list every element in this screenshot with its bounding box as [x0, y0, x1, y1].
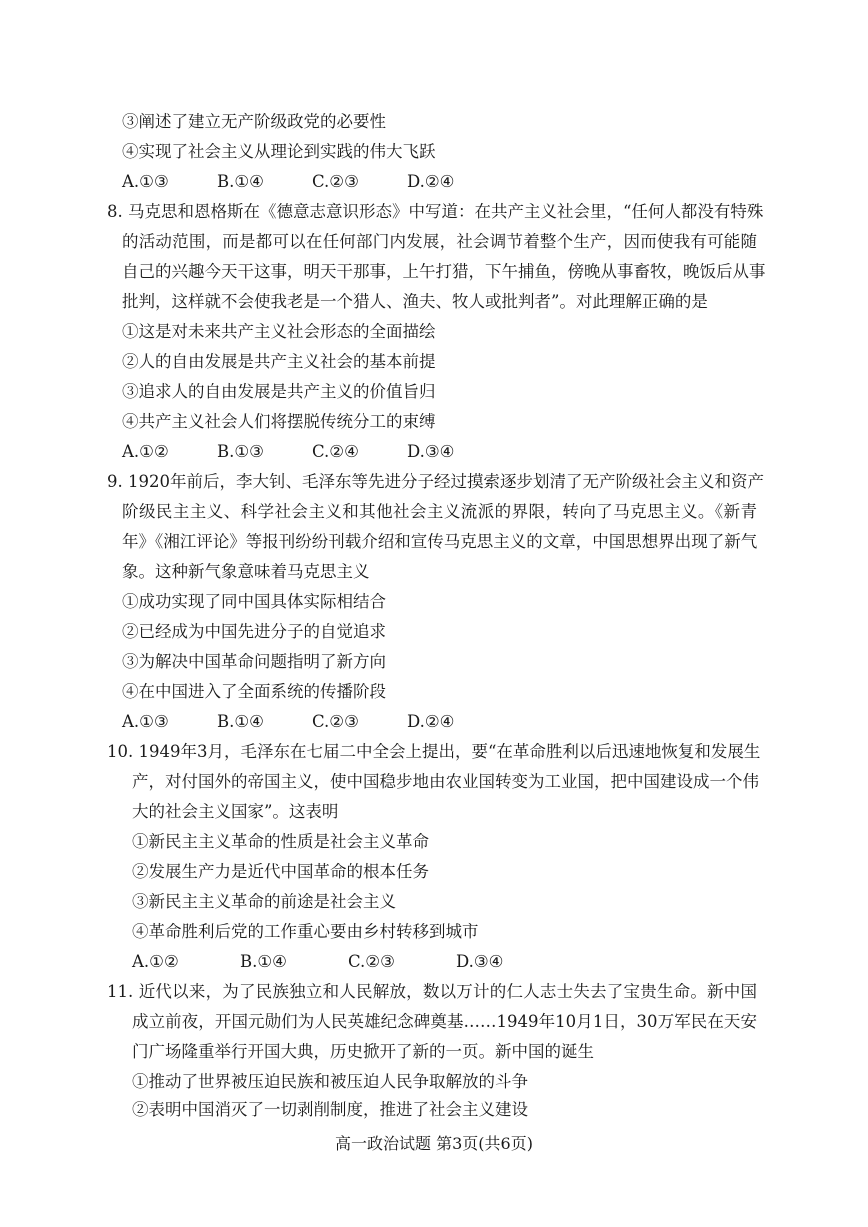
- q9-option-1: ①成功实现了同中国具体实际相结合: [122, 592, 386, 611]
- q7-option-4: ④实现了社会主义从理论到实践的伟大飞跃: [122, 142, 436, 161]
- q10-choice-c: C.②③: [348, 952, 395, 971]
- q8-option-4: ④共产主义社会人们将摆脱传统分工的束缚: [122, 412, 436, 431]
- q9-option-2: ②已经成为中国先进分子的自觉追求: [122, 622, 386, 641]
- q11-option-2: ②表明中国消灭了一切剥削制度，推进了社会主义建设: [132, 1100, 528, 1119]
- q10-option-2: ②发展生产力是近代中国革命的根本任务: [132, 862, 429, 881]
- q8-stem-line-2: 的活动范围，而是都可以在任何部门内发展，社会调节着整个生产，因而使我有可能随: [122, 232, 757, 251]
- q7-choice-b: B.①④: [217, 172, 264, 191]
- q8-stem-line-4: 批判，这样就不会使我老是一个猎人、渔夫、牧人或批判者”。对此理解正确的是: [122, 292, 708, 311]
- q10-choice-d: D.③④: [456, 952, 504, 971]
- q8-option-2: ②人的自由发展是共产主义社会的基本前提: [122, 352, 436, 371]
- q7-choice-c: C.②③: [312, 172, 359, 191]
- q8-option-3: ③追求人的自由发展是共产主义的价值旨归: [122, 382, 436, 401]
- q9-stem-line-3: 年》《湘江评论》等报刊纷纷刊载介绍和宣传马克思主义的文章，中国思想界出现了新气: [122, 532, 758, 551]
- q8-option-1: ①这是对未来共产主义社会形态的全面描绘: [122, 322, 436, 341]
- q10-option-3: ③新民主主义革命的前途是社会主义: [132, 892, 396, 911]
- q8-stem-line-3: 自己的兴趣今天干这事，明天干那事，上午打猎，下午捕鱼，傍晚从事畜牧，晚饭后从事: [122, 262, 766, 281]
- page-footer: 高一政治试题 第3页(共6页): [335, 1134, 533, 1153]
- q11-stem-line-2: 成立前夜，开国元勋们为人民英雄纪念碑奠基……1949年10月1日，30万军民在天安: [132, 1012, 757, 1031]
- q7-choices: [122, 172, 682, 192]
- q8-choice-d: D.③④: [407, 442, 455, 461]
- q8-choices: [122, 442, 682, 462]
- q7-choice-a: A.①③: [122, 172, 169, 191]
- q8-choice-a: A.①②: [122, 442, 169, 461]
- q10-choice-a: A.①②: [132, 952, 179, 971]
- q10-stem-line-2: 产，对付国外的帝国主义，使中国稳步地由农业国转变为工业国，把中国建设成一个伟: [132, 772, 759, 791]
- q11-stem-line-3: 门广场隆重举行开国大典，历史掀开了新的一页。新中国的诞生: [132, 1042, 594, 1061]
- q7-option-3: ③阐述了建立无产阶级政党的必要性: [122, 112, 386, 131]
- q9-stem-line-2: 阶级民主主义、科学社会主义和其他社会主义流派的界限，转向了马克思主义。《新青: [122, 502, 757, 521]
- q8-choice-c: C.②④: [312, 442, 359, 461]
- q9-choices: [122, 712, 682, 732]
- q9-choice-b: B.①④: [217, 712, 264, 731]
- q9-option-3: ③为解决中国革命问题指明了新方向: [122, 652, 386, 671]
- q9-stem-line-4: 象。这种新气象意味着马克思主义: [122, 562, 370, 581]
- q10-option-1: ①新民主主义革命的性质是社会主义革命: [132, 832, 429, 851]
- q9-choice-d: D.②④: [407, 712, 455, 731]
- q10-stem-line-3: 大的社会主义国家”。这表明: [132, 802, 339, 821]
- q9-choice-c: C.②③: [312, 712, 359, 731]
- q10-option-4: ④革命胜利后党的工作重心要由乡村转移到城市: [132, 922, 479, 941]
- q11-option-1: ①推动了世界被压迫民族和被压迫人民争取解放的斗争: [132, 1072, 528, 1091]
- q7-choice-d: D.②④: [407, 172, 455, 191]
- q10-choice-b: B.①④: [240, 952, 287, 971]
- q9-stem-line-1: 9. 1920年前后，李大钊、毛泽东等先进分子经过摸索逐步划清了无产阶级社会主义和资产: [107, 472, 764, 491]
- q9-option-4: ④在中国进入了全面系统的传播阶段: [122, 682, 386, 701]
- q8-stem-line-1: 8. 马克思和恩格斯在《德意志意识形态》中写道：在共产主义社会里，“任何人都没有特殊: [107, 202, 764, 221]
- q9-choice-a: A.①③: [122, 712, 169, 731]
- q10-stem-line-1: 10. 1949年3月，毛泽东在七届二中全会上提出，要“在革命胜利以后迅速地恢复和发展生: [107, 742, 761, 761]
- q8-choice-b: B.①③: [217, 442, 264, 461]
- q11-stem-line-1: 11. 近代以来，为了民族独立和人民解放，数以万计的仁人志士失去了宝贵生命。新中国: [107, 982, 757, 1001]
- q10-choices: [132, 952, 692, 972]
